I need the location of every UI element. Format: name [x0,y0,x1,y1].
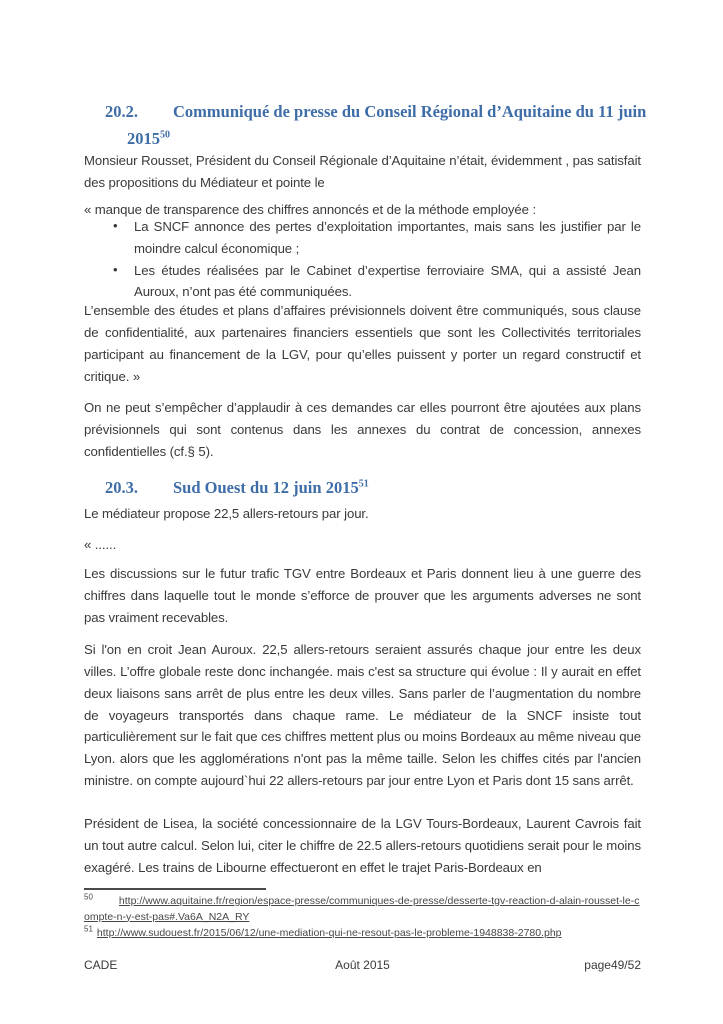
paragraph-auroux: Si l'on en croit Jean Auroux. 22,5 allers-retours seraient assurés chaque jour entre les deux villes. L’offre globale reste donc inchangée. mais c'est sa structure qui évolue : Il y aurait en effet deux liaisons sans arrêt de plus entre les deux villes. Sans parler de l’augmentation du nombre de voyageurs transportés dans chaque rame. Le médiateur de la SNCF insiste tout particulièrement sur le fait que ces chiffres mettent plus ou moins Bordeaux au même niveau que Lyon. alors que les agglomérations n'ont pas la même taille. Selon les chiffes cités par l'ancien ministre. on compte aujourd`hui 22 allers-retours par jour entre Lyon et Paris dont 15 sans arrêt. [84,642,641,788]
page-footer [84,958,641,972]
bullet-list [84,216,641,303]
footnote-link-aquitaine[interactable]: http://www.aquitaine.fr/region/espace-presse/communiques-de-presse/desserte-tgv-reaction-d-alain-rousset-le-compte-n-y-est-pas#.Va6A_N2A_RY [84,895,640,923]
bullet-item [84,216,641,260]
footnote-marker: 51 [84,924,93,934]
paragraph-mediateur: Le médiateur propose 22,5 allers-retours par jour. [84,506,369,522]
footer-page-number: page49/52 [584,958,641,972]
footnote-marker: 50 [84,892,93,902]
bullet-marker: • [113,261,118,277]
bullet-marker: • [113,218,118,233]
heading-title: Communiqué de presse du Conseil Régional d’Aquitaine du 11 juin 2015 [127,101,647,148]
footnote-link-sudouest[interactable]: http://www.sudouest.fr/2015/06/12/une-mediation-qui-ne-resout-pas-le-probleme-1948838-2780.php [96,927,562,939]
footer-organization: CADE [84,958,118,972]
paragraph-lisea: Président de Lisea, la société concessionnaire de la LGV Tours-Bordeaux, Laurent Cavrois fait un tout autre calcul. Selon lui, citer le chiffre de 22.5 allers-retours quotidiens serait pour le moins exagéré. Les trains de Libourne effectueront en effet le trajet Paris-Bordeaux en [84,816,641,875]
heading-number: 20.2. [105,101,138,121]
section-heading-20-3 [105,474,663,501]
bullet-text: La SNCF annonce des pertes d’exploitation importantes, mais sans les justifier par le moindre calcul économique ; [134,219,641,256]
paragraph-discussions: Les discussions sur le futur trafic TGV entre Bordeaux et Paris donnent lieu à une guerre des chiffres dans laquelle tout le monde s’efforce de prouver que les arguments adverses ne sont pas vraiment recevables. [84,566,641,625]
footnote-item-50 [84,894,641,925]
heading-number: 20.3. [105,477,138,497]
footnotes [84,894,641,943]
paragraph-quote-open: « manque de transparence des chiffres annoncés et de la méthode employée : [84,202,537,218]
paragraph-quote-ellipsis: « ...... [84,537,117,553]
section-heading-20-2 [105,98,663,152]
footnote-ref-50: 50 [160,129,170,141]
footnote-ref-51: 51 [358,478,369,490]
paragraph-applaud: On ne peut s’empêcher d’applaudir à ces demandes car elles pourront être ajoutées aux plans prévisionnels qui sont contenus dans les annexes du contrat de concession, annexes confidentielles (cf.§ 5). [84,400,641,459]
footer-date: Août 2015 [335,958,390,972]
footnote-item-51 [84,926,641,942]
bullet-item [84,260,641,304]
heading-title: Sud Ouest du 12 juin 2015 [173,477,359,497]
bullet-text: Les études réalisées par le Cabinet d’expertise ferroviaire SMA, qui a assisté Jean Auroux, n’ont pas été communiquées. [134,262,641,300]
paragraph-quote-body: L’ensemble des études et plans d’affaires prévisionnels doivent être communiqués, sous clause de confidentialité, aux partenaires financiers essentiels que sont les Collectivités territoriales participant au financement de la LGV, pour qu’elles puissent y porter un regard constructif et critique. » [84,303,641,384]
paragraph-intro: Monsieur Rousset, Président du Conseil Régionale d’Aquitaine n’était, évidemment , pas satisfait des propositions du Médiateur et pointe le [84,153,641,190]
footnote-separator [84,888,266,890]
